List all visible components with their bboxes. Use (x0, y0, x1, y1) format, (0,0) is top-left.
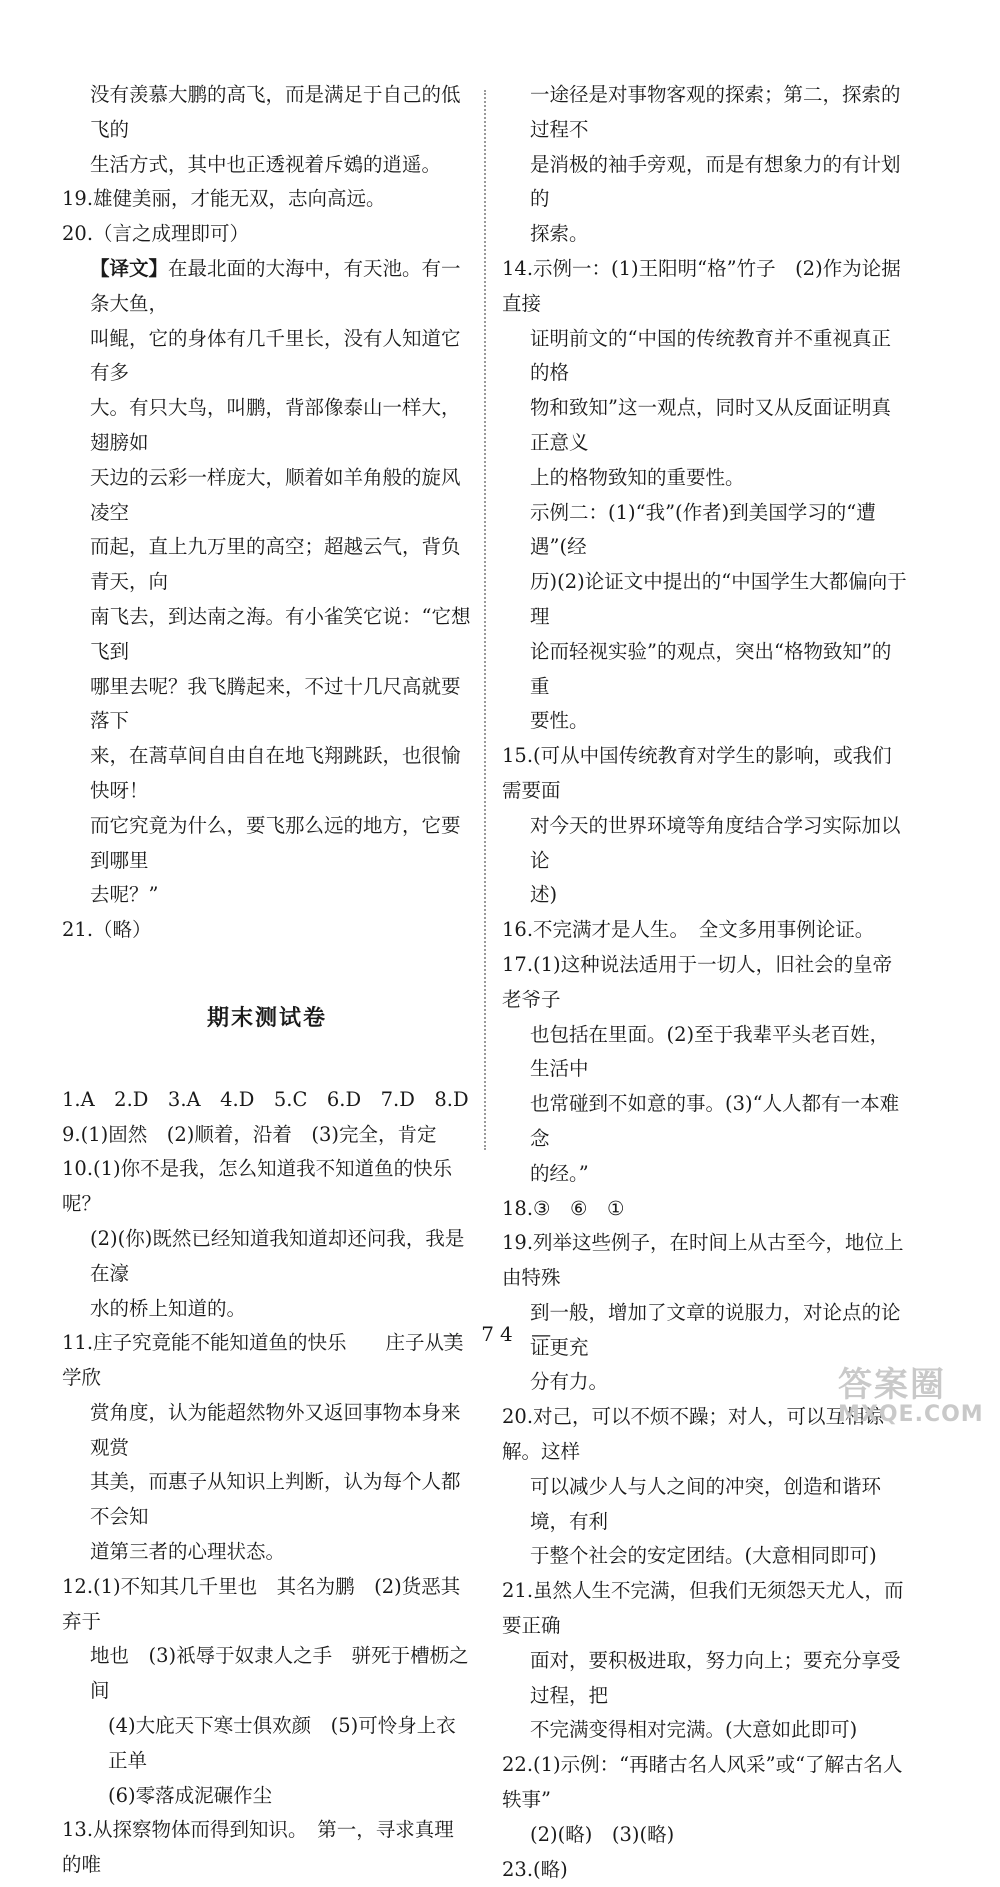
text-line: 于整个社会的安定团结。(大意相同即可) (530, 1544, 877, 1568)
answer-23: 23.(略) (502, 1857, 568, 1881)
text-line: 一途径是对事物客观的探索；第二，探索的过程不 (530, 83, 901, 141)
text-line: 示例二：(1)“我”(作者)到美国学习的“遭遇”(经 (530, 500, 876, 559)
answer-10: 10.(1)你不是我，怎么知道我不知道鱼的快乐呢？ (62, 1157, 453, 1216)
text-line: 其美，而惠子从知识上判断，认为每个人都不会知 (90, 1470, 461, 1529)
text-line: 道第三者的心理状态。 (90, 1540, 286, 1564)
translation-line: 叫鲲，它的身体有几千里长，没有人知道它有多 (90, 326, 461, 385)
text-line: 的经。” (530, 1161, 589, 1185)
text-line: 历)(2)论证文中提出的“中国学生大都偏向于理 (530, 570, 907, 628)
answer-20: 20.（言之成理即可） (62, 222, 250, 246)
watermark-logo (838, 1357, 988, 1427)
section-title: 期末测试卷 (206, 1005, 327, 1031)
answer-11: 11.庄子究竟能不能知道鱼的快乐 庄子从美学欣 (62, 1331, 464, 1390)
text-line: (4)大庇天下寒士俱欢颜 (5)可怜身上衣正单 (108, 1714, 456, 1772)
translation-line: 大。有只大鸟，叫鹏，背部像泰山一样大，翅膀如 (90, 396, 461, 454)
right-column (502, 78, 908, 1887)
text-line: 是消极的袖手旁观，而是有想象力的有计划的 (530, 152, 901, 211)
answer-22: 22.(1)示例：“再睹古名人风采”或“了解古名人轶事” (502, 1753, 903, 1812)
answer-21: 21.虽然人生不完满，但我们无须怨天尤人，而要正确 (502, 1579, 904, 1638)
text-line: 水的桥上知道的。 (90, 1296, 247, 1320)
text-line: 到一般，增加了文章的说服力，对论点的论证更充 (530, 1300, 901, 1359)
answer-20: 20.对己，可以不烦不躁；对人，可以互相谅解。这样 (502, 1405, 885, 1464)
text-line: 要性。 (530, 709, 589, 733)
text-line: (2)(略) (3)(略) (530, 1822, 675, 1846)
text-line: 面对，要积极进取，努力向上；要充分享受过程，把 (530, 1648, 901, 1707)
answer-16: 16.不完满才是人生。 全文多用事例论证。 (502, 918, 875, 942)
text-line: 可以减少人与人之间的冲突，创造和谐环境，有利 (530, 1474, 882, 1533)
translation-line: 哪里去呢？我飞腾起来，不过十几尺高就要落下 (90, 674, 461, 733)
translation-line: 去呢？” (90, 883, 159, 907)
text-line: 分有力。 (530, 1370, 609, 1394)
answer-9: 9.(1)固然 (2)顺着，沿着 (3)完全，肯定 (62, 1122, 437, 1146)
left-column (62, 78, 472, 1883)
page-number: — 74 — (442, 1322, 558, 1346)
text-line: 证明前文的“中国的传统教育并不重视真正的格 (530, 326, 891, 385)
watermark-text: 答案圈 (838, 1365, 946, 1405)
answer-19: 19.雄健美丽，才能无双，志向高远。 (62, 187, 386, 211)
answers-1-8: 1.A 2.D 3.A 4.D 5.C 6.D 7.D 8.D (62, 1087, 469, 1111)
answer-15: 15.(可从中国传统教育对学生的影响，或我们需要面 (502, 744, 892, 802)
text-line: 也包括在里面。(2)至于我辈平头老百姓，生活中 (530, 1022, 890, 1081)
text-line: 没有羡慕大鹏的高飞，而是满足于自己的低飞的 (90, 83, 461, 141)
translation-line: 而它究竟为什么，要飞那么远的地方，它要到哪里 (90, 813, 461, 872)
text-line: (6)零落成泥碾作尘 (108, 1783, 273, 1807)
column-divider (484, 90, 486, 1150)
translation-line: 【译文】在最北面的大海中，有天池。有一条大鱼， (90, 256, 461, 315)
text-line: (2)(你)既然已经知道我知道却还问我，我是在濠 (90, 1226, 465, 1285)
translation-line: 天边的云彩一样庞大，顺着如羊角般的旋风凌空 (90, 465, 461, 524)
text-line: 赏角度，认为能超然物外又返回事物本身来观赏 (90, 1400, 461, 1459)
answer-18: 18.③ ⑥ ① (502, 1196, 625, 1220)
text-line: 不完满变得相对完满。(大意如此即可) (530, 1718, 858, 1742)
answer-19: 19.列举这些例子，在时间上从古至今，地位上由特殊 (502, 1231, 904, 1290)
text-line: 对今天的世界环境等角度结合学习实际加以论 (530, 813, 901, 872)
text-line: 物和致知”这一观点，同时又从反面证明真正意义 (530, 396, 891, 454)
answer-17: 17.(1)这种说法适用于一切人，旧社会的皇帝老爷子 (502, 952, 893, 1011)
translation-line: 来，在蒿草间自由自在地飞翔跳跃，也很愉快呀！ (90, 744, 461, 802)
answer-13: 13.从探察物体而得到知识。 第一，寻求真理的唯 (62, 1818, 454, 1877)
translation-tag: 【译文】 (90, 256, 169, 280)
text-line: 也常碰到不如意的事。(3)“人人都有一本难念 (530, 1092, 900, 1150)
answer-14: 14.示例一：(1)王阳明“格”竹子 (2)作为论据直接 (502, 256, 901, 315)
text-line: 上的格物致知的重要性。 (530, 465, 745, 489)
translation-line: 南飞去，到达南之海。有小雀笑它说：“它想飞到 (90, 604, 471, 663)
text-line: 探索。 (530, 222, 589, 246)
translation-line: 而起，直上九万里的高空；超越云气，背负青天，向 (90, 535, 461, 594)
text-line: 地也 (3)祇辱于奴隶人之手 骈死于槽枥之间 (90, 1644, 469, 1703)
answer-21: 21.（略） (62, 918, 152, 942)
text-line: 述) (530, 883, 558, 907)
watermark-url: MXQE.COM (838, 1402, 984, 1427)
text-line: 生活方式，其中也正透视着斥鴳的逍遥。 (90, 152, 442, 176)
text-line: 论而轻视实验”的观点，突出“格物致知”的重 (530, 639, 892, 698)
answer-12: 12.(1)不知其几千里也 其名为鹏 (2)货恶其弃于 (62, 1574, 461, 1633)
